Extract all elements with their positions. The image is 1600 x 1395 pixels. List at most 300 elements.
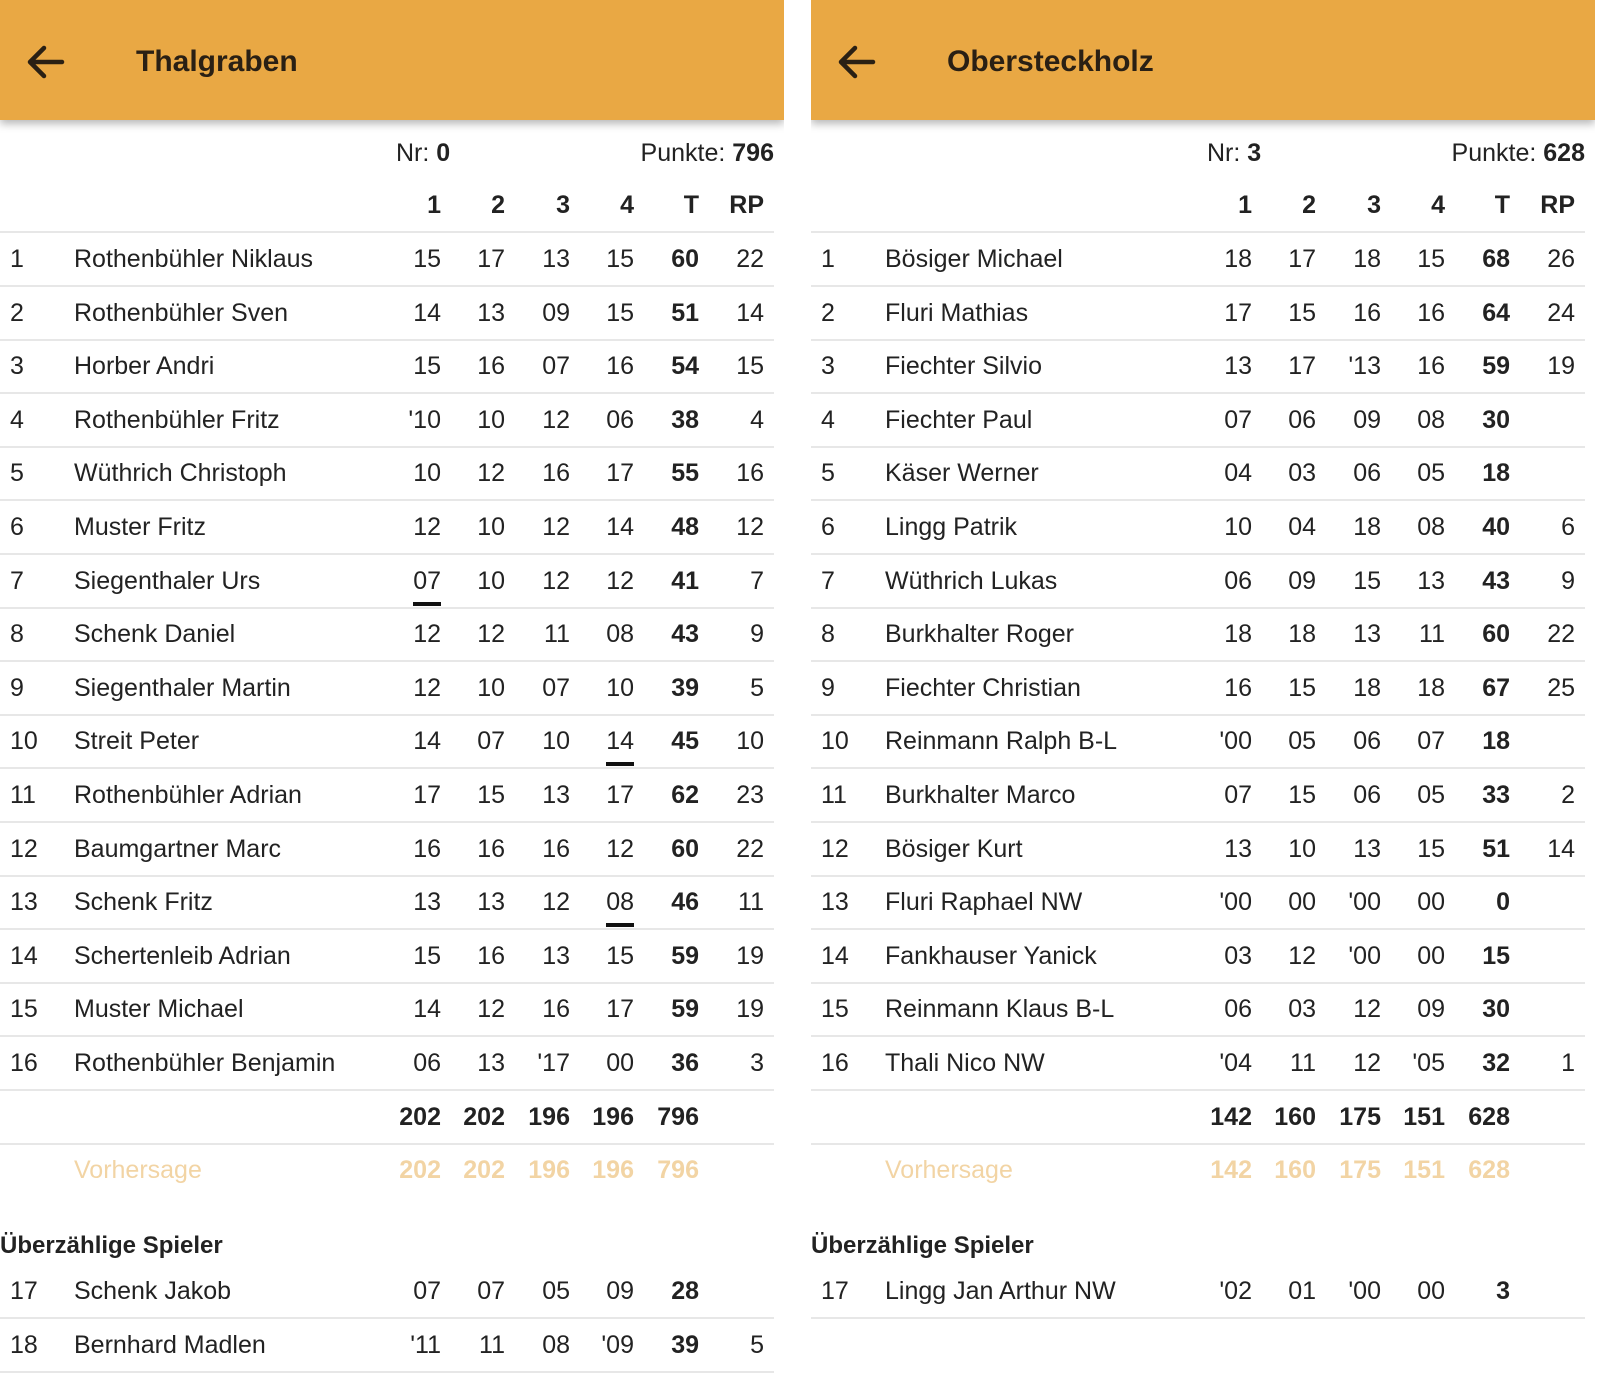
player-row[interactable] (0, 874, 774, 930)
player-total (639, 1330, 699, 1360)
player-rank-points: 14 (736, 299, 764, 327)
player-score-2 (1256, 994, 1316, 1024)
player-row[interactable] (0, 928, 774, 984)
player-row[interactable] (0, 231, 774, 287)
prediction-row (811, 1142, 1585, 1196)
player-score-3 (510, 512, 570, 542)
player-score-2 (445, 298, 505, 328)
score-value: '17 (537, 1049, 570, 1077)
player-row[interactable] (811, 1263, 1585, 1319)
score-value: 13 (542, 942, 570, 970)
player-score-4 (574, 351, 634, 381)
player-score-4 (1385, 994, 1445, 1024)
score-value: 14 (413, 995, 441, 1023)
player-score-2 (445, 405, 505, 435)
player-total (1450, 351, 1510, 381)
totals-row (0, 1089, 774, 1145)
player-score-3 (510, 1330, 570, 1360)
player-score-4 (1385, 566, 1445, 596)
score-value: '00 (1348, 1277, 1381, 1305)
player-total (639, 887, 699, 917)
player-rank-points: 1 (1561, 1049, 1575, 1077)
player-score-4 (574, 726, 634, 756)
player-name: Baumgartner Marc (74, 835, 282, 863)
player-score-4 (574, 566, 634, 596)
score-value: 09 (606, 1277, 634, 1305)
page-title: Thalgraben (136, 45, 298, 78)
player-score-1 (381, 298, 441, 328)
player-row[interactable] (0, 767, 774, 823)
score-value: 16 (413, 835, 441, 863)
prediction-s4: 151 (1403, 1156, 1445, 1184)
player-row[interactable] (811, 392, 1585, 448)
prediction-row (0, 1142, 774, 1196)
player-score-2 (1256, 834, 1316, 864)
player-name: Reinmann Klaus B-L (885, 995, 1115, 1023)
player-score-1 (381, 1048, 441, 1078)
player-total (639, 351, 699, 381)
player-score-1 (381, 1276, 441, 1306)
player-number: 11 (10, 781, 36, 809)
player-score-2 (445, 1330, 505, 1360)
prediction-s4: 196 (592, 1156, 634, 1184)
player-row[interactable] (811, 553, 1585, 609)
player-number: 4 (821, 406, 835, 434)
player-name: Rothenbühler Fritz (74, 406, 280, 434)
player-name: Bösiger Kurt (885, 835, 1023, 863)
player-total (639, 619, 699, 649)
score-value: 12 (413, 674, 441, 702)
player-row[interactable] (811, 981, 1585, 1037)
player-name: Schenk Jakob (74, 1277, 232, 1305)
player-number: 17 (821, 1277, 849, 1305)
total-value: 41 (671, 567, 699, 595)
app-bar (0, 0, 784, 120)
player-total (639, 512, 699, 542)
score-value: 14 (413, 727, 441, 755)
score-value: 12 (1353, 1049, 1381, 1077)
player-score-4 (1385, 780, 1445, 810)
score-value: 01 (1288, 1277, 1316, 1305)
player-row[interactable] (0, 285, 774, 341)
player-score-4 (1385, 458, 1445, 488)
page-title: Obersteckholz (947, 45, 1154, 78)
score-value: 06 (1288, 406, 1316, 434)
player-score-3 (1321, 405, 1381, 435)
score-value: 17 (1224, 299, 1252, 327)
team-number-value: 3 (1247, 139, 1262, 167)
score-value: 12 (542, 406, 570, 434)
player-score-4 (1385, 887, 1445, 917)
player-score-4 (574, 834, 634, 864)
score-value: 00 (606, 1049, 634, 1077)
score-value: 17 (413, 781, 441, 809)
player-number: 5 (10, 459, 24, 487)
player-number: 15 (821, 995, 849, 1023)
player-row[interactable] (0, 1263, 774, 1319)
score-value: '00 (1348, 942, 1381, 970)
total-value: 51 (1482, 835, 1510, 863)
player-total (639, 566, 699, 596)
player-row[interactable] (0, 660, 774, 716)
player-rank-points: 3 (750, 1049, 764, 1077)
player-row[interactable] (811, 713, 1585, 769)
score-value: 03 (1224, 942, 1252, 970)
prediction-s2: 202 (463, 1156, 505, 1184)
prediction-s1: 142 (1210, 1156, 1252, 1184)
player-row[interactable] (0, 606, 774, 662)
player-score-3 (1321, 994, 1381, 1024)
player-rank-points: 2 (1561, 781, 1575, 809)
score-value: 14 (606, 727, 634, 755)
score-value: 07 (413, 1277, 441, 1305)
player-score-2 (1256, 566, 1316, 596)
column-header: 1 (427, 191, 441, 219)
team-number-label: Nr: (396, 139, 437, 167)
player-total (1450, 994, 1510, 1024)
player-total (639, 726, 699, 756)
team-points-label: Punkte: (640, 139, 733, 167)
player-score-3 (1321, 673, 1381, 703)
score-value: 05 (1417, 459, 1445, 487)
player-rank-points: 23 (736, 781, 764, 809)
score-value: 00 (1417, 942, 1445, 970)
player-score-1 (381, 351, 441, 381)
player-number: 9 (821, 674, 835, 702)
player-score-4 (574, 1330, 634, 1360)
player-row[interactable] (0, 1035, 774, 1091)
player-row[interactable] (811, 499, 1585, 555)
prediction-t: 796 (657, 1156, 699, 1184)
column-header: 2 (1302, 191, 1316, 219)
player-rank-points: 16 (736, 459, 764, 487)
score-value: 09 (1417, 995, 1445, 1023)
player-score-3 (1321, 1048, 1381, 1078)
player-row[interactable] (0, 499, 774, 555)
total-value: 48 (671, 513, 699, 541)
player-total (1450, 458, 1510, 488)
player-score-1 (381, 1330, 441, 1360)
player-rank-points: 25 (1547, 674, 1575, 702)
player-number: 18 (10, 1331, 38, 1359)
total-value: 55 (671, 459, 699, 487)
score-value: 16 (477, 942, 505, 970)
app-bar (811, 0, 1595, 120)
player-row[interactable] (811, 660, 1585, 716)
player-score-1 (381, 619, 441, 649)
player-name: Fiechter Silvio (885, 352, 1042, 380)
player-rank-points: 11 (738, 888, 764, 916)
player-score-1 (381, 566, 441, 596)
player-rank-points: 19 (736, 995, 764, 1023)
total-value: 39 (671, 674, 699, 702)
player-name: Fluri Raphael NW (885, 888, 1083, 916)
score-value: 15 (606, 299, 634, 327)
player-total (639, 834, 699, 864)
player-total (1450, 619, 1510, 649)
player-total (639, 673, 699, 703)
player-total (1450, 244, 1510, 274)
table-header (811, 177, 1585, 233)
player-name: Muster Michael (74, 995, 244, 1023)
total-value: 43 (1482, 567, 1510, 595)
player-score-2 (1256, 351, 1316, 381)
player-row[interactable] (0, 981, 774, 1037)
player-row[interactable] (811, 231, 1585, 287)
player-score-4 (1385, 619, 1445, 649)
player-rank-points: 24 (1547, 299, 1575, 327)
column-header: T (1494, 191, 1510, 219)
team-points-value: 796 (732, 139, 774, 167)
score-value: 12 (542, 513, 570, 541)
score-value: 07 (542, 352, 570, 380)
player-number: 2 (821, 299, 835, 327)
score-value: 04 (1224, 459, 1252, 487)
score-value: 07 (477, 727, 505, 755)
player-number: 16 (821, 1049, 849, 1077)
player-score-4 (574, 298, 634, 328)
player-rank-points: 15 (736, 352, 764, 380)
score-value: '05 (1412, 1049, 1445, 1077)
column-header: 4 (620, 191, 634, 219)
player-score-4 (1385, 405, 1445, 435)
player-total (1450, 566, 1510, 596)
score-value: 13 (1417, 567, 1445, 595)
player-score-2 (1256, 726, 1316, 756)
score-value: 13 (413, 888, 441, 916)
player-score-3 (510, 458, 570, 488)
player-score-3 (510, 298, 570, 328)
score-value: '02 (1219, 1277, 1252, 1305)
player-row[interactable] (811, 821, 1585, 877)
player-score-4 (574, 458, 634, 488)
score-value: 08 (542, 1331, 570, 1359)
player-name: Muster Fritz (74, 513, 206, 541)
table-header (0, 177, 774, 233)
score-value: 10 (477, 406, 505, 434)
player-total (639, 941, 699, 971)
score-value: 15 (413, 942, 441, 970)
total-t: 628 (1468, 1103, 1510, 1131)
player-score-1 (381, 994, 441, 1024)
score-value: 15 (477, 781, 505, 809)
player-score-4 (574, 619, 634, 649)
total-value: 60 (671, 835, 699, 863)
player-score-4 (574, 1048, 634, 1078)
score-value: 12 (606, 567, 634, 595)
score-value: 10 (542, 727, 570, 755)
score-value: '00 (1219, 888, 1252, 916)
total-s2: 160 (1274, 1103, 1316, 1131)
player-score-2 (1256, 458, 1316, 488)
total-value: 30 (1482, 406, 1510, 434)
back-arrow-icon[interactable] (833, 38, 881, 86)
score-value: 12 (477, 995, 505, 1023)
player-score-1 (1192, 351, 1252, 381)
score-value: 13 (542, 245, 570, 273)
player-row[interactable] (0, 553, 774, 609)
player-score-1 (381, 834, 441, 864)
player-total (639, 298, 699, 328)
player-score-3 (510, 405, 570, 435)
player-name: Burkhalter Roger (885, 620, 1074, 648)
prediction-s2: 160 (1274, 1156, 1316, 1184)
player-total (639, 405, 699, 435)
score-value: 11 (544, 620, 570, 648)
player-row[interactable] (0, 392, 774, 448)
player-score-1 (1192, 1276, 1252, 1306)
player-row[interactable] (0, 445, 774, 501)
score-value: 16 (606, 352, 634, 380)
player-score-4 (574, 994, 634, 1024)
score-value: 12 (477, 620, 505, 648)
score-value: 07 (1224, 406, 1252, 434)
player-number: 11 (821, 781, 847, 809)
player-row[interactable] (0, 821, 774, 877)
player-row[interactable] (0, 1317, 774, 1373)
player-score-2 (445, 244, 505, 274)
score-value: 07 (542, 674, 570, 702)
player-total (639, 458, 699, 488)
player-score-2 (445, 726, 505, 756)
score-value: 18 (1417, 674, 1445, 702)
player-row[interactable] (811, 285, 1585, 341)
player-total (1450, 405, 1510, 435)
total-value: 62 (671, 781, 699, 809)
score-value: 08 (1417, 406, 1445, 434)
score-value: 03 (1288, 995, 1316, 1023)
score-value: 10 (477, 513, 505, 541)
player-row[interactable] (0, 338, 774, 394)
prediction-label: Vorhersage (74, 1156, 202, 1184)
score-value: 18 (1224, 245, 1252, 273)
total-value: 45 (671, 727, 699, 755)
player-score-1 (1192, 458, 1252, 488)
player-rank-points: 19 (736, 942, 764, 970)
player-number: 12 (821, 835, 849, 863)
score-value: 18 (1224, 620, 1252, 648)
player-score-4 (574, 941, 634, 971)
score-value: 15 (1417, 835, 1445, 863)
player-total (1450, 1048, 1510, 1078)
player-score-2 (1256, 244, 1316, 274)
score-value: 06 (1224, 995, 1252, 1023)
total-t: 796 (657, 1103, 699, 1131)
score-value: 12 (542, 888, 570, 916)
score-value: '00 (1219, 727, 1252, 755)
total-value: 0 (1496, 888, 1510, 916)
player-rank-points: 5 (750, 1331, 764, 1359)
team-number-value: 0 (436, 139, 451, 167)
player-score-1 (1192, 994, 1252, 1024)
player-row[interactable] (811, 445, 1585, 501)
score-value: 03 (1288, 459, 1316, 487)
back-arrow-icon[interactable] (22, 38, 70, 86)
score-value: 16 (542, 995, 570, 1023)
panel-divider (784, 0, 811, 1395)
player-score-3 (510, 244, 570, 274)
player-number: 1 (821, 245, 835, 273)
player-score-3 (510, 941, 570, 971)
player-total (1450, 1276, 1510, 1306)
player-total (639, 780, 699, 810)
player-score-1 (1192, 941, 1252, 971)
player-number: 17 (10, 1277, 38, 1305)
player-row[interactable] (811, 767, 1585, 823)
score-value: 15 (1288, 299, 1316, 327)
extra-players-heading: Überzählige Spieler (811, 1232, 1034, 1259)
player-score-2 (1256, 780, 1316, 810)
player-score-1 (1192, 887, 1252, 917)
player-number: 15 (10, 995, 38, 1023)
player-score-4 (574, 405, 634, 435)
score-value: 08 (606, 888, 634, 916)
score-value: 13 (1224, 835, 1252, 863)
prediction-s3: 175 (1339, 1156, 1381, 1184)
player-row[interactable] (811, 1035, 1585, 1091)
score-value: 17 (606, 995, 634, 1023)
player-row[interactable] (811, 928, 1585, 984)
score-value: 12 (413, 513, 441, 541)
player-score-1 (1192, 298, 1252, 328)
score-value: 17 (477, 245, 505, 273)
total-value: 60 (1482, 620, 1510, 648)
player-rank-points: 4 (750, 406, 764, 434)
total-value: 68 (1482, 245, 1510, 273)
player-score-4 (574, 1276, 634, 1306)
player-score-1 (1192, 512, 1252, 542)
player-score-3 (510, 994, 570, 1024)
score-value: 08 (606, 620, 634, 648)
player-total (639, 244, 699, 274)
player-score-4 (1385, 298, 1445, 328)
player-score-3 (510, 673, 570, 703)
player-number: 7 (821, 567, 835, 595)
score-value: 11 (1419, 620, 1445, 648)
player-score-4 (1385, 834, 1445, 864)
score-value: 17 (1288, 245, 1316, 273)
player-score-4 (1385, 726, 1445, 756)
player-name: Fankhauser Yanick (885, 942, 1097, 970)
player-score-1 (1192, 726, 1252, 756)
player-score-2 (1256, 512, 1316, 542)
score-value: 12 (1288, 942, 1316, 970)
player-score-2 (1256, 405, 1316, 435)
player-row[interactable] (811, 606, 1585, 662)
column-header: RP (1540, 191, 1575, 219)
column-header: 3 (556, 191, 570, 219)
player-row[interactable] (0, 713, 774, 769)
score-value: 10 (1224, 513, 1252, 541)
score-value: 14 (606, 513, 634, 541)
player-number: 6 (10, 513, 24, 541)
player-score-2 (445, 1048, 505, 1078)
score-value: 16 (1353, 299, 1381, 327)
player-score-4 (1385, 1048, 1445, 1078)
player-total (1450, 887, 1510, 917)
player-row[interactable] (811, 874, 1585, 930)
score-value: 08 (1417, 513, 1445, 541)
player-row[interactable] (811, 338, 1585, 394)
player-number: 8 (10, 620, 24, 648)
player-number: 16 (10, 1049, 38, 1077)
player-score-3 (510, 1276, 570, 1306)
team-panel-obersteckholz (811, 0, 1595, 1395)
player-score-2 (445, 566, 505, 596)
player-score-2 (1256, 941, 1316, 971)
player-score-3 (510, 726, 570, 756)
player-number: 4 (10, 406, 24, 434)
